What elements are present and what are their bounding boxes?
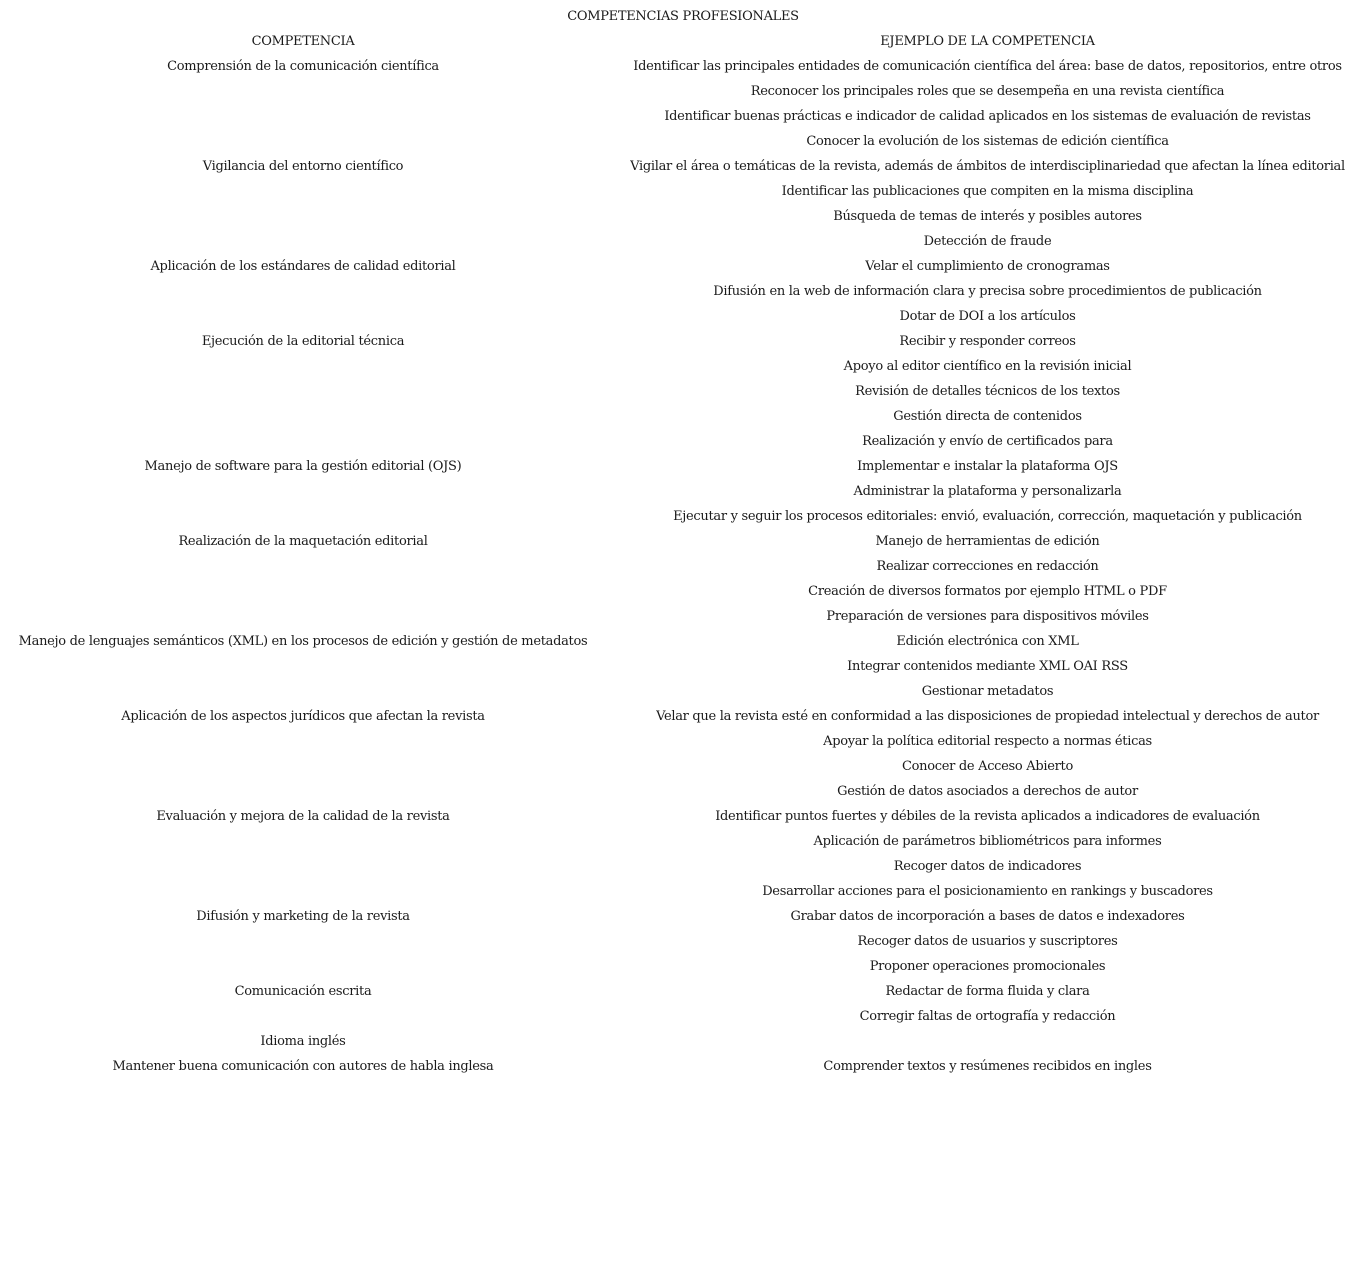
ejemplo-cell: Recoger datos de indicadores bbox=[893, 859, 1082, 874]
table-row bbox=[0, 332, 1369, 357]
ejemplo-cell: Conocer la evolución de los sistemas de edición científica bbox=[806, 134, 1169, 149]
table-row bbox=[0, 507, 1369, 532]
table-row bbox=[0, 282, 1369, 307]
table-row bbox=[0, 757, 1369, 782]
table-row bbox=[0, 882, 1369, 907]
competencia-cell bbox=[0, 957, 606, 982]
ejemplo-cell: Identificar las principales entidades de comunicación científica del área: base de datos, repositorios, entre otros bbox=[633, 59, 1342, 74]
competencia-cell: Comunicación escrita bbox=[234, 984, 372, 999]
table-row bbox=[0, 732, 1369, 757]
ejemplo-cell: Integrar contenidos mediante XML OAI RSS bbox=[847, 659, 1128, 674]
ejemplo-cell: Difusión en la web de información clara y precisa sobre procedimientos de publicación bbox=[713, 284, 1262, 299]
table-row bbox=[0, 357, 1369, 382]
table-row bbox=[0, 932, 1369, 957]
competencia-cell: Manejo de lenguajes semánticos (XML) en los procesos de edición y gestión de metadatos bbox=[18, 634, 588, 649]
table-row bbox=[0, 257, 1369, 282]
competencia-cell bbox=[0, 932, 606, 957]
competencia-cell: Difusión y marketing de la revista bbox=[196, 909, 410, 924]
competencies-table bbox=[0, 32, 1369, 1082]
ejemplo-cell: Revisión de detalles técnicos de los textos bbox=[855, 384, 1120, 399]
table-row bbox=[0, 782, 1369, 807]
ejemplo-cell: Búsqueda de temas de interés y posibles autores bbox=[833, 209, 1142, 224]
competencia-cell bbox=[0, 482, 606, 507]
competencia-cell bbox=[0, 607, 606, 632]
competencia-cell bbox=[0, 782, 606, 807]
table-row bbox=[0, 682, 1369, 707]
ejemplo-cell: Reconocer los principales roles que se desempeña en una revista científica bbox=[750, 84, 1225, 99]
table-row bbox=[0, 1007, 1369, 1032]
competencia-cell: Ejecución de la editorial técnica bbox=[201, 334, 405, 349]
header-competencia: COMPETENCIA bbox=[251, 34, 355, 49]
ejemplo-cell: Dotar de DOI a los artículos bbox=[899, 309, 1076, 324]
competencia-cell: Idioma inglés bbox=[260, 1034, 346, 1049]
competencia-cell bbox=[0, 207, 606, 232]
table-row bbox=[0, 557, 1369, 582]
ejemplo-cell: Identificar puntos fuertes y débiles de la revista aplicados a indicadores de evaluación bbox=[715, 809, 1260, 824]
ejemplo-cell: Gestionar metadatos bbox=[921, 684, 1054, 699]
ejemplo-cell: Administrar la plataforma y personalizarla bbox=[853, 484, 1122, 499]
table-row bbox=[0, 207, 1369, 232]
table-row bbox=[0, 807, 1369, 832]
competencia-cell: Aplicación de los aspectos jurídicos que afectan la revista bbox=[121, 709, 485, 724]
table-row bbox=[0, 607, 1369, 632]
ejemplo-cell: Comprender textos y resúmenes recibidos en ingles bbox=[823, 1059, 1152, 1074]
ejemplo-cell: Proponer operaciones promocionales bbox=[869, 959, 1106, 974]
table-row bbox=[0, 432, 1369, 457]
ejemplo-cell: Gestión de datos asociados a derechos de autor bbox=[837, 784, 1138, 799]
ejemplo-cell: Identificar las publicaciones que compiten en la misma disciplina bbox=[781, 184, 1194, 199]
table-body bbox=[0, 57, 1369, 1082]
ejemplo-cell: Apoyar la política editorial respecto a normas éticas bbox=[823, 734, 1152, 749]
table-row bbox=[0, 1057, 1369, 1082]
competencia-cell bbox=[0, 107, 606, 132]
table-row bbox=[0, 132, 1369, 157]
table-row bbox=[0, 582, 1369, 607]
ejemplo-cell: Corregir faltas de ortografía y redacción bbox=[859, 1009, 1116, 1024]
ejemplo-cell: Creación de diversos formatos por ejemplo HTML o PDF bbox=[808, 584, 1167, 599]
table-row bbox=[0, 632, 1369, 657]
competencia-cell: Aplicación de los estándares de calidad editorial bbox=[150, 259, 456, 274]
ejemplo-cell: Velar que la revista esté en conformidad a las disposiciones de propiedad intelectual y derechos de autor bbox=[656, 709, 1319, 724]
competencia-cell bbox=[0, 82, 606, 107]
table-row bbox=[0, 482, 1369, 507]
competencia-cell bbox=[0, 282, 606, 307]
ejemplo-cell: Detección de fraude bbox=[923, 234, 1052, 249]
ejemplo-cell: Manejo de herramientas de edición bbox=[875, 534, 1100, 549]
competencia-cell bbox=[0, 182, 606, 207]
competencia-cell bbox=[0, 507, 606, 532]
competencia-cell bbox=[0, 657, 606, 682]
ejemplo-cell: Vigilar el área o temáticas de la revista, además de ámbitos de interdisciplinariedad que afectan la línea editorial bbox=[630, 159, 1345, 174]
table-row bbox=[0, 457, 1369, 482]
table-row bbox=[0, 82, 1369, 107]
competencia-cell bbox=[0, 832, 606, 857]
ejemplo-cell: Preparación de versiones para dispositivos móviles bbox=[826, 609, 1149, 624]
ejemplo-cell: Recibir y responder correos bbox=[899, 334, 1076, 349]
competencia-cell bbox=[0, 407, 606, 432]
competencia-cell: Comprensión de la comunicación científica bbox=[167, 59, 439, 74]
ejemplo-cell: Apoyo al editor científico en la revisión inicial bbox=[843, 359, 1132, 374]
table-row bbox=[0, 707, 1369, 732]
competencia-cell bbox=[0, 432, 606, 457]
competencia-cell bbox=[0, 557, 606, 582]
competencia-cell: Realización de la maquetación editorial bbox=[178, 534, 428, 549]
competencia-cell bbox=[0, 307, 606, 332]
ejemplo-cell: Gestión directa de contenidos bbox=[893, 409, 1082, 424]
ejemplo-cell: Velar el cumplimiento de cronogramas bbox=[865, 259, 1110, 274]
ejemplo-cell: Implementar e instalar la plataforma OJS bbox=[857, 459, 1118, 474]
competencia-cell bbox=[0, 857, 606, 882]
ejemplo-cell: Conocer de Acceso Abierto bbox=[901, 759, 1074, 774]
ejemplo-cell: Ejecutar y seguir los procesos editoriales: envió, evaluación, corrección, maquetación y publicación bbox=[673, 509, 1302, 524]
table-row bbox=[0, 157, 1369, 182]
table-row bbox=[0, 1032, 1369, 1057]
table-row bbox=[0, 857, 1369, 882]
competencia-cell bbox=[0, 582, 606, 607]
competencia-cell: Vigilancia del entorno científico bbox=[202, 159, 404, 174]
competencia-cell bbox=[0, 882, 606, 907]
table-header-row bbox=[0, 32, 1369, 57]
competencia-cell: Manejo de software para la gestión editorial (OJS) bbox=[144, 459, 462, 474]
ejemplo-cell: Aplicación de parámetros bibliométricos para informes bbox=[813, 834, 1162, 849]
table-row bbox=[0, 832, 1369, 857]
table-row bbox=[0, 107, 1369, 132]
ejemplo-cell: Recoger datos de usuarios y suscriptores bbox=[857, 934, 1118, 949]
competencia-cell bbox=[0, 382, 606, 407]
competencia-cell bbox=[0, 132, 606, 157]
ejemplo-cell: Grabar datos de incorporación a bases de datos e indexadores bbox=[790, 909, 1185, 924]
competencia-cell bbox=[0, 757, 606, 782]
competencia-cell bbox=[0, 732, 606, 757]
table-row bbox=[0, 532, 1369, 557]
table-row bbox=[0, 407, 1369, 432]
header-ejemplo: EJEMPLO DE LA COMPETENCIA bbox=[880, 34, 1095, 49]
ejemplo-cell: Desarrollar acciones para el posicionamiento en rankings y buscadores bbox=[762, 884, 1213, 899]
ejemplo-cell: Redactar de forma fluida y clara bbox=[885, 984, 1090, 999]
competencia-cell bbox=[0, 232, 606, 257]
table-row bbox=[0, 982, 1369, 1007]
table-row bbox=[0, 307, 1369, 332]
table-row bbox=[0, 232, 1369, 257]
ejemplo-cell: Realización y envío de certificados para bbox=[862, 434, 1113, 449]
table-row bbox=[0, 957, 1369, 982]
table-row bbox=[0, 182, 1369, 207]
competencia-cell bbox=[0, 357, 606, 382]
ejemplo-cell bbox=[606, 1032, 1369, 1057]
competencia-cell: Mantener buena comunicación con autores de habla inglesa bbox=[112, 1059, 494, 1074]
document-title: COMPETENCIAS PROFESIONALES bbox=[567, 9, 799, 24]
table-row bbox=[0, 382, 1369, 407]
table-row bbox=[0, 657, 1369, 682]
competencia-cell bbox=[0, 1007, 606, 1032]
competencia-cell: Evaluación y mejora de la calidad de la revista bbox=[156, 809, 450, 824]
ejemplo-cell: Identificar buenas prácticas e indicador de calidad aplicados en los sistemas de evaluación de revistas bbox=[664, 109, 1311, 124]
competencia-cell bbox=[0, 682, 606, 707]
ejemplo-cell: Edición electrónica con XML bbox=[896, 634, 1079, 649]
ejemplo-cell: Realizar correcciones en redacción bbox=[876, 559, 1099, 574]
table-row bbox=[0, 907, 1369, 932]
table-row bbox=[0, 57, 1369, 82]
